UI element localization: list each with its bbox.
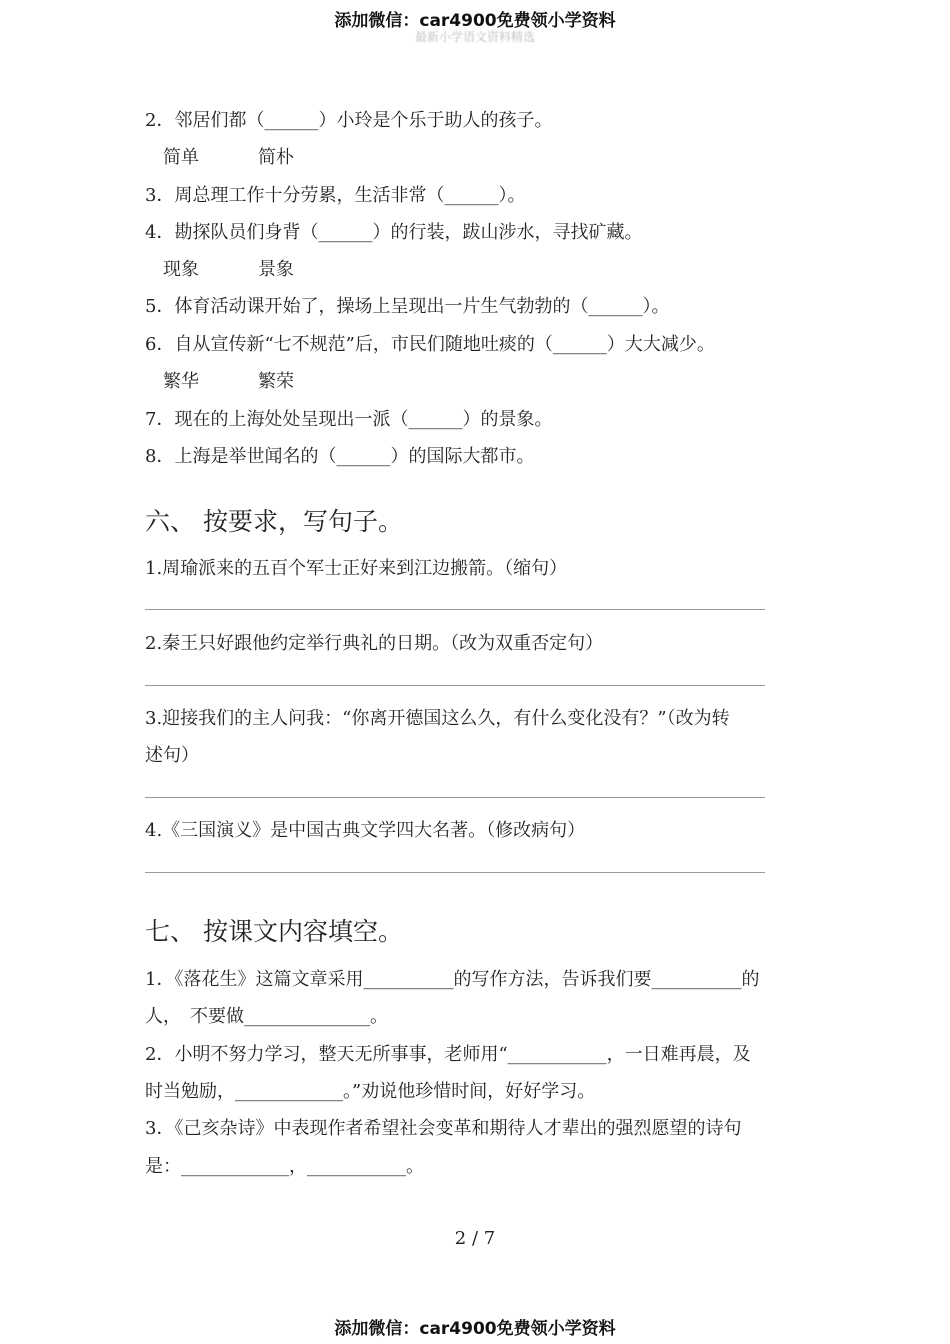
answer-line[interactable]: [145, 609, 765, 610]
question-6-4: 4.《三国演义》是中国古典文学四大名著。（修改病句）: [145, 820, 586, 841]
question-5-2: 2．邻居们都（______）小玲是个乐于助人的孩子。: [145, 110, 553, 131]
answer-line[interactable]: [145, 872, 765, 873]
question-5-5: 5．体育活动课开始了，操场上呈现出一片生气勃勃的（______）。: [145, 296, 670, 317]
question-5-7: 7．现在的上海处处呈现出一派（______）的景象。: [145, 409, 553, 430]
question-7-2-line2: 时当勉励，____________。”劝说他珍惜时间，好好学习。: [145, 1081, 596, 1102]
question-5-3: 3．周总理工作十分劳累，生活非常（______）。: [145, 185, 526, 206]
watermark-bottom: 添加微信：car4900免费领小学资料: [334, 1319, 616, 1339]
question-5-8: 8．上海是举世闻名的（______）的国际大都市。: [145, 446, 535, 467]
page-number: 2 / 7: [454, 1228, 496, 1249]
watermark-top: 添加微信：car4900免费领小学资料: [334, 11, 616, 31]
question-7-1-line1: 1．《落花生》这篇文章采用__________的写作方法，告诉我们要__________的: [145, 969, 760, 990]
word-option: 现象: [163, 259, 199, 280]
question-5-4: 4．勘探队员们身背（______）的行装，跋山涉水，寻找矿藏。: [145, 222, 643, 243]
word-option: 简朴: [258, 147, 294, 168]
word-option: 繁荣: [258, 371, 294, 392]
section-6-heading: 六、 按要求，写句子。: [145, 507, 403, 536]
word-option: 简单: [163, 147, 199, 168]
question-7-3-line2: 是：____________，___________。: [145, 1156, 424, 1177]
header-ghost-text: 最新小学语文资料精选: [414, 30, 535, 44]
word-option: 景象: [258, 259, 294, 280]
answer-line[interactable]: [145, 685, 765, 686]
question-6-3-line1: 3.迎接我们的主人问我：“你离开德国这么久，有什么变化没有？”（改为转: [145, 708, 730, 729]
question-5-6: 6．自从宣传新“七不规范”后，市民们随地吐痰的（______）大大减少。: [145, 334, 715, 355]
question-7-1-line2: 人， 不要做______________。: [145, 1006, 388, 1027]
question-7-3-line1: 3．《己亥杂诗》中表现作者希望社会变革和期待人才辈出的强烈愿望的诗句: [145, 1118, 742, 1139]
answer-line[interactable]: [145, 797, 765, 798]
question-6-1: 1.周瑜派来的五百个军士正好来到江边搬箭。（缩句）: [145, 558, 568, 579]
question-6-3-line2: 述句）: [145, 745, 199, 766]
question-7-2-line1: 2．小明不努力学习，整天无所事事，老师用“___________，一日难再晨，及: [145, 1044, 751, 1065]
section-7-heading: 七、 按课文内容填空。: [145, 917, 403, 946]
word-option: 繁华: [163, 371, 199, 392]
question-6-2: 2.秦王只好跟他约定举行典礼的日期。（改为双重否定句）: [145, 633, 604, 654]
